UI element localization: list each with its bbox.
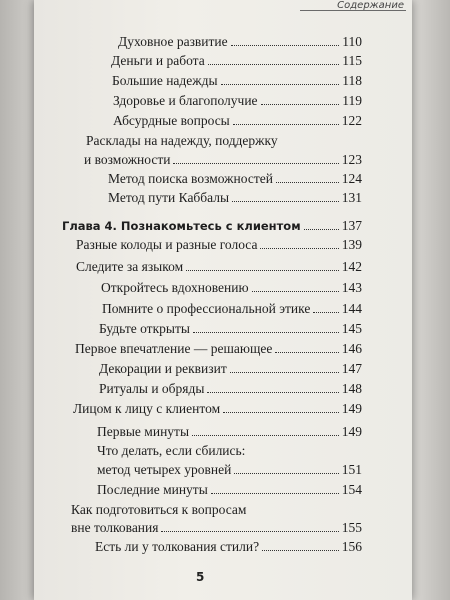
leader-dots bbox=[230, 372, 339, 373]
toc-entry-label: Большие надежды bbox=[112, 73, 218, 88]
toc-entry bbox=[108, 171, 362, 187]
toc-entry-page: 119 bbox=[342, 93, 362, 108]
leader-dots bbox=[233, 124, 339, 125]
toc-entry-label: Есть ли у толкования стили? bbox=[95, 539, 260, 554]
leader-dots bbox=[261, 104, 340, 105]
toc-entry-label: Декорации и реквизит bbox=[99, 361, 227, 376]
toc-entry bbox=[111, 53, 362, 69]
toc-entry-page: 156 bbox=[341, 539, 362, 554]
running-header: Содержание bbox=[337, 0, 404, 11]
toc-entry-page: 149 bbox=[341, 424, 362, 439]
toc-entry-label: Следите за языком bbox=[76, 259, 184, 274]
toc-entry-page: 147 bbox=[341, 361, 362, 376]
toc-entry-label: Абсурдные вопросы bbox=[113, 113, 230, 128]
toc-entry-page: 151 bbox=[341, 462, 362, 477]
toc-entry-page: 123 bbox=[341, 152, 362, 167]
toc-entry-page: 149 bbox=[341, 401, 362, 416]
toc-entry-label: Духовное развитие bbox=[118, 34, 228, 49]
toc-entry-page: 137 bbox=[341, 218, 362, 233]
toc-entry-label: Помните о профессиональной этике bbox=[102, 301, 311, 316]
leader-dots bbox=[231, 45, 340, 46]
toc-entry bbox=[112, 73, 362, 89]
toc-entry-label: Разные колоды и разные голоса bbox=[76, 237, 258, 252]
toc-entry-page: 143 bbox=[341, 280, 362, 295]
toc-entry-label: Будьте открыты bbox=[99, 321, 190, 336]
toc-entry-label: Первое впечатление — решающее bbox=[75, 341, 273, 356]
toc-chapter-entry bbox=[62, 218, 362, 234]
toc-entry bbox=[102, 301, 362, 317]
toc-entry-page: 142 bbox=[341, 259, 362, 274]
toc-entry bbox=[99, 321, 362, 337]
toc-entry bbox=[76, 237, 362, 253]
leader-dots bbox=[193, 332, 339, 333]
leader-dots bbox=[186, 270, 339, 271]
toc-entry-label: Последние минуты bbox=[97, 482, 208, 497]
toc-entry-label: метод четырех уровней bbox=[97, 462, 232, 477]
leader-dots bbox=[207, 392, 338, 393]
toc-entry-label: и возможности bbox=[84, 152, 171, 167]
toc-entry bbox=[97, 462, 362, 478]
toc-entry-label: Деньги и работа bbox=[111, 53, 205, 68]
leader-dots bbox=[211, 493, 339, 494]
toc-entry bbox=[97, 424, 362, 440]
toc-entry-label: Метод пути Каббалы bbox=[108, 190, 230, 205]
toc-entry bbox=[101, 280, 362, 296]
toc-entry-label-line1: Расклады на надежду, поддержку bbox=[86, 133, 278, 148]
leader-dots bbox=[223, 412, 339, 413]
leader-dots bbox=[260, 248, 338, 249]
leader-dots bbox=[208, 64, 340, 65]
toc-entry-page: 122 bbox=[341, 113, 362, 128]
toc-entry bbox=[99, 381, 362, 397]
leader-dots bbox=[276, 182, 339, 183]
leader-dots bbox=[275, 352, 338, 353]
toc-entry bbox=[71, 520, 362, 536]
toc-entry bbox=[108, 190, 362, 206]
leader-dots bbox=[252, 291, 339, 292]
leader-dots bbox=[313, 312, 338, 313]
toc-entry-label-line1: Как подготовиться к вопросам bbox=[71, 502, 247, 517]
toc-entry-page: 139 bbox=[341, 237, 362, 252]
toc-entry-page: 124 bbox=[341, 171, 362, 186]
toc-entry-page: 155 bbox=[341, 520, 362, 535]
leader-dots bbox=[221, 84, 340, 85]
leader-dots bbox=[262, 550, 339, 551]
toc-entry bbox=[73, 401, 362, 417]
toc-entry bbox=[99, 361, 362, 377]
toc-entry-label: вне толкования bbox=[71, 520, 159, 535]
toc-entry-label: Метод поиска возможностей bbox=[108, 171, 273, 186]
toc-entry-label: Откройтесь вдохновению bbox=[101, 280, 249, 295]
leader-dots bbox=[232, 201, 339, 202]
toc-entry-page: 131 bbox=[341, 190, 362, 205]
toc-entry-page: 115 bbox=[342, 53, 362, 68]
toc-entry bbox=[95, 539, 362, 555]
toc-entry-page: 154 bbox=[341, 482, 362, 497]
toc-entry bbox=[76, 259, 362, 275]
toc-entry-page: 118 bbox=[342, 73, 362, 88]
toc-entry-page: 144 bbox=[341, 301, 362, 316]
toc-chapter-label: Глава 4. Познакомьтесь с клиентом bbox=[62, 219, 301, 233]
toc-entry-label: Первые минуты bbox=[97, 424, 190, 439]
toc-entry bbox=[118, 34, 362, 50]
toc-entry-page: 145 bbox=[341, 321, 362, 336]
toc-entry bbox=[75, 341, 362, 357]
toc-entry bbox=[84, 152, 362, 168]
toc-entry-page: 110 bbox=[342, 34, 362, 49]
toc-entry-page: 146 bbox=[341, 341, 362, 356]
leader-dots bbox=[304, 229, 339, 230]
toc-entry bbox=[113, 113, 362, 129]
leader-dots bbox=[161, 531, 338, 532]
toc-entry-page: 148 bbox=[341, 381, 362, 396]
toc-entry bbox=[113, 93, 362, 109]
toc-entry bbox=[97, 482, 362, 498]
toc-entry-label-line1: Что делать, если сбились: bbox=[97, 443, 246, 458]
leader-dots bbox=[234, 473, 338, 474]
leader-dots bbox=[173, 163, 338, 164]
toc-entry-label: Здоровье и благополучие bbox=[113, 93, 258, 108]
page-number: 5 bbox=[196, 570, 205, 584]
toc-entry-label: Лицом к лицу с клиентом bbox=[73, 401, 221, 416]
toc-entry-label: Ритуалы и обряды bbox=[99, 381, 205, 396]
leader-dots bbox=[192, 435, 339, 436]
